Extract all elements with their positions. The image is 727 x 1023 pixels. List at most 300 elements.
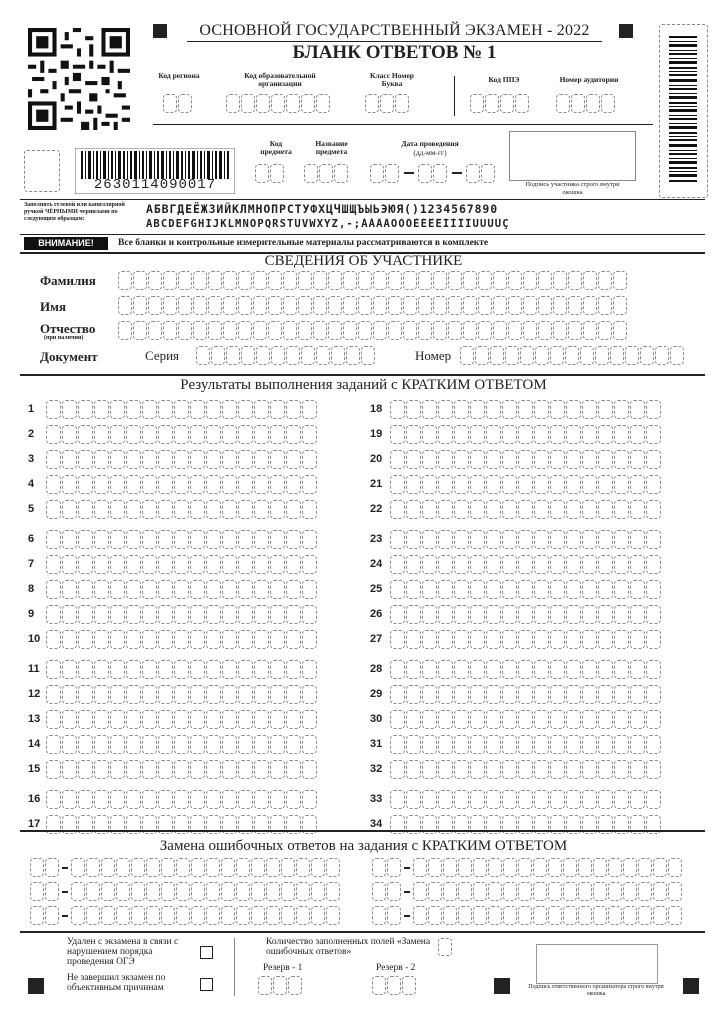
replacement-cell[interactable] [311, 858, 325, 877]
answer-field[interactable] [390, 760, 661, 779]
answer-cell[interactable] [422, 710, 437, 729]
letter-cell[interactable] [253, 271, 267, 290]
answer-cell[interactable] [78, 425, 93, 444]
answer-cell[interactable] [94, 630, 109, 649]
letter-cell[interactable] [490, 346, 504, 365]
letter-cell[interactable] [118, 296, 132, 315]
answer-cell[interactable] [470, 710, 485, 729]
answer-cell[interactable] [566, 790, 581, 809]
answer-cell[interactable] [110, 710, 125, 729]
answer-cell[interactable] [390, 425, 405, 444]
answer-cell[interactable] [46, 400, 61, 419]
answer-cell[interactable] [142, 660, 157, 679]
answer-field[interactable] [46, 685, 317, 704]
letter-cell[interactable] [568, 321, 582, 340]
answer-cell[interactable] [406, 710, 421, 729]
answer-cell[interactable] [646, 530, 661, 549]
answer-cell[interactable] [222, 630, 237, 649]
subject-name-field[interactable] [304, 164, 348, 183]
answer-cell[interactable] [206, 400, 221, 419]
letter-cell[interactable] [523, 271, 537, 290]
answer-cell[interactable] [222, 605, 237, 624]
answer-cell[interactable] [142, 760, 157, 779]
answer-cell[interactable] [470, 450, 485, 469]
answer-cell[interactable] [454, 605, 469, 624]
answer-cell[interactable] [142, 710, 157, 729]
answer-cell[interactable] [190, 580, 205, 599]
letter-cell[interactable] [478, 296, 492, 315]
answer-cell[interactable] [470, 500, 485, 519]
answer-cell[interactable] [454, 555, 469, 574]
answer-cell[interactable] [286, 425, 301, 444]
answer-cell[interactable] [582, 760, 597, 779]
answer-cell[interactable] [582, 580, 597, 599]
answer-cell[interactable] [206, 710, 221, 729]
answer-cell[interactable] [222, 735, 237, 754]
answer-cell[interactable] [190, 790, 205, 809]
answer-cell[interactable] [94, 555, 109, 574]
replacement-cell[interactable] [473, 906, 487, 925]
answer-cell[interactable] [302, 400, 317, 419]
replacement-cell[interactable] [548, 882, 562, 901]
answer-cell[interactable] [454, 660, 469, 679]
answer-cell[interactable] [438, 790, 453, 809]
letter-cell[interactable] [583, 296, 597, 315]
replacement-cell[interactable] [488, 858, 502, 877]
answer-cell[interactable] [518, 660, 533, 679]
series-field[interactable] [196, 346, 375, 365]
answer-cell[interactable] [518, 555, 533, 574]
answer-cell[interactable] [646, 660, 661, 679]
answer-field[interactable] [46, 630, 317, 649]
answer-cell[interactable] [78, 475, 93, 494]
replacement-cell[interactable] [372, 882, 386, 901]
answer-cell[interactable] [62, 475, 77, 494]
answer-cell[interactable] [174, 475, 189, 494]
replacement-cell[interactable] [458, 858, 472, 877]
answer-cell[interactable] [286, 630, 301, 649]
answer-cell[interactable] [46, 760, 61, 779]
replacement-cell[interactable] [311, 882, 325, 901]
answer-field[interactable] [46, 500, 317, 519]
answer-cell[interactable] [630, 580, 645, 599]
replacement-cell[interactable] [638, 882, 652, 901]
answer-cell[interactable] [286, 605, 301, 624]
answer-cell[interactable] [270, 790, 285, 809]
answer-cell[interactable] [174, 685, 189, 704]
letter-cell[interactable] [373, 271, 387, 290]
answer-cell[interactable] [126, 630, 141, 649]
answer-field[interactable] [46, 400, 317, 419]
answer-cell[interactable] [630, 450, 645, 469]
answer-cell[interactable] [454, 530, 469, 549]
letter-cell[interactable] [223, 296, 237, 315]
replacement-task-number-field[interactable] [30, 858, 59, 877]
answer-cell[interactable] [646, 710, 661, 729]
answer-cell[interactable] [390, 450, 405, 469]
answer-field[interactable] [390, 425, 661, 444]
letter-cell[interactable] [493, 296, 507, 315]
replacement-cell[interactable] [251, 882, 265, 901]
answer-cell[interactable] [422, 790, 437, 809]
answer-cell[interactable] [470, 685, 485, 704]
replacement-cell[interactable] [45, 882, 59, 901]
answer-cell[interactable] [62, 555, 77, 574]
answer-cell[interactable] [62, 660, 77, 679]
letter-cell[interactable] [613, 321, 627, 340]
answer-cell[interactable] [566, 580, 581, 599]
answer-cell[interactable] [110, 605, 125, 624]
letter-cell[interactable] [418, 321, 432, 340]
replacement-cell[interactable] [563, 858, 577, 877]
answer-cell[interactable] [142, 735, 157, 754]
number-field[interactable] [460, 346, 684, 365]
answer-cell[interactable] [78, 400, 93, 419]
answer-field[interactable] [46, 760, 317, 779]
answer-cell[interactable] [302, 710, 317, 729]
org-signature-box[interactable] [536, 944, 658, 984]
answer-cell[interactable] [206, 760, 221, 779]
answer-cell[interactable] [406, 685, 421, 704]
replacement-cell[interactable] [206, 882, 220, 901]
answer-cell[interactable] [62, 425, 77, 444]
answer-cell[interactable] [614, 685, 629, 704]
answer-cell[interactable] [614, 425, 629, 444]
answer-cell[interactable] [406, 580, 421, 599]
letter-cell[interactable] [523, 296, 537, 315]
answer-cell[interactable] [422, 605, 437, 624]
answer-cell[interactable] [518, 530, 533, 549]
answer-cell[interactable] [62, 450, 77, 469]
replacement-cell[interactable] [503, 858, 517, 877]
answer-field[interactable] [46, 605, 317, 624]
answer-cell[interactable] [422, 660, 437, 679]
answer-cell[interactable] [438, 710, 453, 729]
letter-cell[interactable] [313, 296, 327, 315]
answer-cell[interactable] [534, 735, 549, 754]
answer-cell[interactable] [406, 530, 421, 549]
letter-cell[interactable] [148, 271, 162, 290]
answer-cell[interactable] [110, 555, 125, 574]
answer-cell[interactable] [286, 580, 301, 599]
answer-cell[interactable] [94, 735, 109, 754]
letter-cell[interactable] [286, 346, 300, 365]
answer-cell[interactable] [158, 790, 173, 809]
answer-cell[interactable] [222, 475, 237, 494]
answer-cell[interactable] [190, 760, 205, 779]
answer-cell[interactable] [78, 660, 93, 679]
replacement-cell[interactable] [372, 858, 386, 877]
replacement-cell[interactable] [638, 858, 652, 877]
answer-cell[interactable] [158, 500, 173, 519]
answer-cell[interactable] [126, 500, 141, 519]
answer-cell[interactable] [142, 630, 157, 649]
answer-cell[interactable] [142, 555, 157, 574]
answer-cell[interactable] [46, 605, 61, 624]
answer-cell[interactable] [126, 400, 141, 419]
answer-cell[interactable] [486, 790, 501, 809]
replacement-cell[interactable] [86, 906, 100, 925]
answer-cell[interactable] [582, 555, 597, 574]
answer-cell[interactable] [598, 605, 613, 624]
answer-cell[interactable] [646, 400, 661, 419]
answer-cell[interactable] [270, 400, 285, 419]
replacement-cell[interactable] [161, 906, 175, 925]
letter-cell[interactable] [193, 296, 207, 315]
replacement-cell[interactable] [387, 882, 401, 901]
answer-cell[interactable] [286, 475, 301, 494]
letter-cell[interactable] [598, 321, 612, 340]
replacement-cell[interactable] [443, 906, 457, 925]
answer-cell[interactable] [502, 605, 517, 624]
answer-cell[interactable] [646, 450, 661, 469]
replacement-cell[interactable] [176, 858, 190, 877]
answer-cell[interactable] [486, 475, 501, 494]
answer-cell[interactable] [158, 760, 173, 779]
replacement-cell[interactable] [101, 882, 115, 901]
answer-cell[interactable] [534, 660, 549, 679]
answer-cell[interactable] [438, 605, 453, 624]
answer-cell[interactable] [78, 500, 93, 519]
answer-cell[interactable] [238, 450, 253, 469]
answer-cell[interactable] [550, 555, 565, 574]
answer-field[interactable] [46, 450, 317, 469]
answer-cell[interactable] [158, 605, 173, 624]
replacement-cell[interactable] [116, 906, 130, 925]
answer-cell[interactable] [582, 605, 597, 624]
replacement-cell[interactable] [413, 858, 427, 877]
answer-field[interactable] [46, 710, 317, 729]
answer-cell[interactable] [94, 660, 109, 679]
answer-cell[interactable] [486, 450, 501, 469]
answer-cell[interactable] [286, 500, 301, 519]
answer-cell[interactable] [550, 475, 565, 494]
letter-cell[interactable] [493, 271, 507, 290]
answer-cell[interactable] [598, 685, 613, 704]
answer-cell[interactable] [206, 605, 221, 624]
answer-cell[interactable] [254, 580, 269, 599]
answer-cell[interactable] [438, 760, 453, 779]
replacement-cell[interactable] [266, 882, 280, 901]
replacement-cell[interactable] [458, 906, 472, 925]
answer-cell[interactable] [486, 605, 501, 624]
answer-cell[interactable] [94, 605, 109, 624]
answer-cell[interactable] [630, 790, 645, 809]
answer-cell[interactable] [630, 605, 645, 624]
answer-cell[interactable] [566, 555, 581, 574]
answer-cell[interactable] [254, 475, 269, 494]
replacement-cell[interactable] [71, 858, 85, 877]
answer-cell[interactable] [406, 500, 421, 519]
answer-cell[interactable] [302, 580, 317, 599]
answer-cell[interactable] [222, 660, 237, 679]
answer-cell[interactable] [238, 660, 253, 679]
letter-cell[interactable] [625, 346, 639, 365]
answer-cell[interactable] [502, 760, 517, 779]
replacement-cell[interactable] [191, 858, 205, 877]
answer-cell[interactable] [270, 425, 285, 444]
answer-cell[interactable] [454, 425, 469, 444]
answer-cell[interactable] [126, 580, 141, 599]
answer-cell[interactable] [630, 685, 645, 704]
answer-cell[interactable] [614, 500, 629, 519]
answer-cell[interactable] [62, 685, 77, 704]
answer-field[interactable] [390, 475, 661, 494]
letter-cell[interactable] [163, 321, 177, 340]
answer-cell[interactable] [78, 685, 93, 704]
answer-cell[interactable] [94, 400, 109, 419]
answer-cell[interactable] [174, 400, 189, 419]
replacement-cell[interactable] [387, 906, 401, 925]
answer-cell[interactable] [646, 760, 661, 779]
answer-field[interactable] [390, 450, 661, 469]
replacement-cell[interactable] [45, 858, 59, 877]
answer-cell[interactable] [422, 580, 437, 599]
answer-cell[interactable] [598, 500, 613, 519]
replacement-cell[interactable] [638, 906, 652, 925]
replacement-cell[interactable] [251, 906, 265, 925]
answer-cell[interactable] [126, 790, 141, 809]
answer-cell[interactable] [550, 790, 565, 809]
answer-cell[interactable] [422, 760, 437, 779]
answer-cell[interactable] [486, 710, 501, 729]
replacement-cell[interactable] [473, 882, 487, 901]
answer-cell[interactable] [78, 450, 93, 469]
letter-cell[interactable] [403, 296, 417, 315]
replacement-cell[interactable] [30, 882, 44, 901]
letter-cell[interactable] [538, 296, 552, 315]
answer-cell[interactable] [534, 475, 549, 494]
answer-cell[interactable] [534, 630, 549, 649]
letter-cell[interactable] [328, 296, 342, 315]
answer-cell[interactable] [190, 630, 205, 649]
answer-cell[interactable] [206, 685, 221, 704]
answer-cell[interactable] [390, 555, 405, 574]
answer-cell[interactable] [582, 530, 597, 549]
replacement-cell[interactable] [146, 858, 160, 877]
answer-cell[interactable] [390, 710, 405, 729]
letter-cell[interactable] [178, 321, 192, 340]
letter-cell[interactable] [670, 346, 684, 365]
replacement-answer-field[interactable] [413, 882, 682, 901]
letter-cell[interactable] [598, 271, 612, 290]
answer-cell[interactable] [270, 660, 285, 679]
answer-cell[interactable] [598, 555, 613, 574]
answer-cell[interactable] [630, 475, 645, 494]
answer-cell[interactable] [502, 660, 517, 679]
answer-cell[interactable] [422, 685, 437, 704]
answer-cell[interactable] [94, 425, 109, 444]
letter-cell[interactable] [373, 321, 387, 340]
answer-cell[interactable] [254, 685, 269, 704]
letter-cell[interactable] [505, 346, 519, 365]
answer-field[interactable] [390, 530, 661, 549]
answer-cell[interactable] [142, 425, 157, 444]
answer-cell[interactable] [486, 530, 501, 549]
answer-cell[interactable] [238, 790, 253, 809]
replacement-cell[interactable] [101, 858, 115, 877]
answer-cell[interactable] [646, 630, 661, 649]
answer-cell[interactable] [470, 790, 485, 809]
answer-cell[interactable] [190, 735, 205, 754]
letter-cell[interactable] [208, 296, 222, 315]
answer-cell[interactable] [486, 735, 501, 754]
answer-cell[interactable] [550, 605, 565, 624]
letter-cell[interactable] [343, 321, 357, 340]
answer-cell[interactable] [406, 425, 421, 444]
answer-cell[interactable] [238, 710, 253, 729]
letter-cell[interactable] [208, 321, 222, 340]
letter-cell[interactable] [328, 321, 342, 340]
answer-cell[interactable] [390, 605, 405, 624]
answer-cell[interactable] [94, 500, 109, 519]
answer-cell[interactable] [190, 710, 205, 729]
answer-cell[interactable] [486, 555, 501, 574]
answer-cell[interactable] [174, 425, 189, 444]
answer-cell[interactable] [518, 605, 533, 624]
replacement-answer-field[interactable] [413, 858, 682, 877]
answer-cell[interactable] [238, 580, 253, 599]
answer-cell[interactable] [206, 555, 221, 574]
answer-cell[interactable] [566, 630, 581, 649]
letter-cell[interactable] [640, 346, 654, 365]
answer-cell[interactable] [438, 500, 453, 519]
answer-cell[interactable] [518, 400, 533, 419]
answer-field[interactable] [46, 425, 317, 444]
answer-cell[interactable] [126, 660, 141, 679]
answer-cell[interactable] [254, 760, 269, 779]
answer-cell[interactable] [270, 500, 285, 519]
signature-box[interactable] [509, 131, 636, 181]
answer-cell[interactable] [158, 400, 173, 419]
answer-cell[interactable] [46, 685, 61, 704]
answer-cell[interactable] [454, 790, 469, 809]
answer-cell[interactable] [126, 425, 141, 444]
subject-code-field[interactable] [255, 164, 284, 183]
answer-cell[interactable] [390, 685, 405, 704]
answer-cell[interactable] [126, 555, 141, 574]
letter-cell[interactable] [448, 321, 462, 340]
answer-cell[interactable] [238, 500, 253, 519]
answer-cell[interactable] [518, 450, 533, 469]
answer-cell[interactable] [518, 735, 533, 754]
answer-cell[interactable] [454, 475, 469, 494]
letter-cell[interactable] [403, 271, 417, 290]
answer-cell[interactable] [438, 660, 453, 679]
answer-cell[interactable] [110, 500, 125, 519]
answer-cell[interactable] [598, 660, 613, 679]
answer-cell[interactable] [254, 500, 269, 519]
replacement-answer-field[interactable] [71, 882, 340, 901]
replacement-cell[interactable] [428, 882, 442, 901]
answer-cell[interactable] [94, 450, 109, 469]
answer-cell[interactable] [46, 630, 61, 649]
replacement-cell[interactable] [86, 858, 100, 877]
answer-cell[interactable] [502, 580, 517, 599]
answer-cell[interactable] [406, 475, 421, 494]
answer-cell[interactable] [94, 685, 109, 704]
answer-cell[interactable] [142, 580, 157, 599]
answer-cell[interactable] [422, 735, 437, 754]
answer-cell[interactable] [502, 630, 517, 649]
replacement-cell[interactable] [518, 858, 532, 877]
answer-cell[interactable] [190, 530, 205, 549]
answer-cell[interactable] [518, 760, 533, 779]
answer-cell[interactable] [254, 400, 269, 419]
answer-cell[interactable] [390, 475, 405, 494]
answer-cell[interactable] [566, 605, 581, 624]
answer-cell[interactable] [486, 660, 501, 679]
